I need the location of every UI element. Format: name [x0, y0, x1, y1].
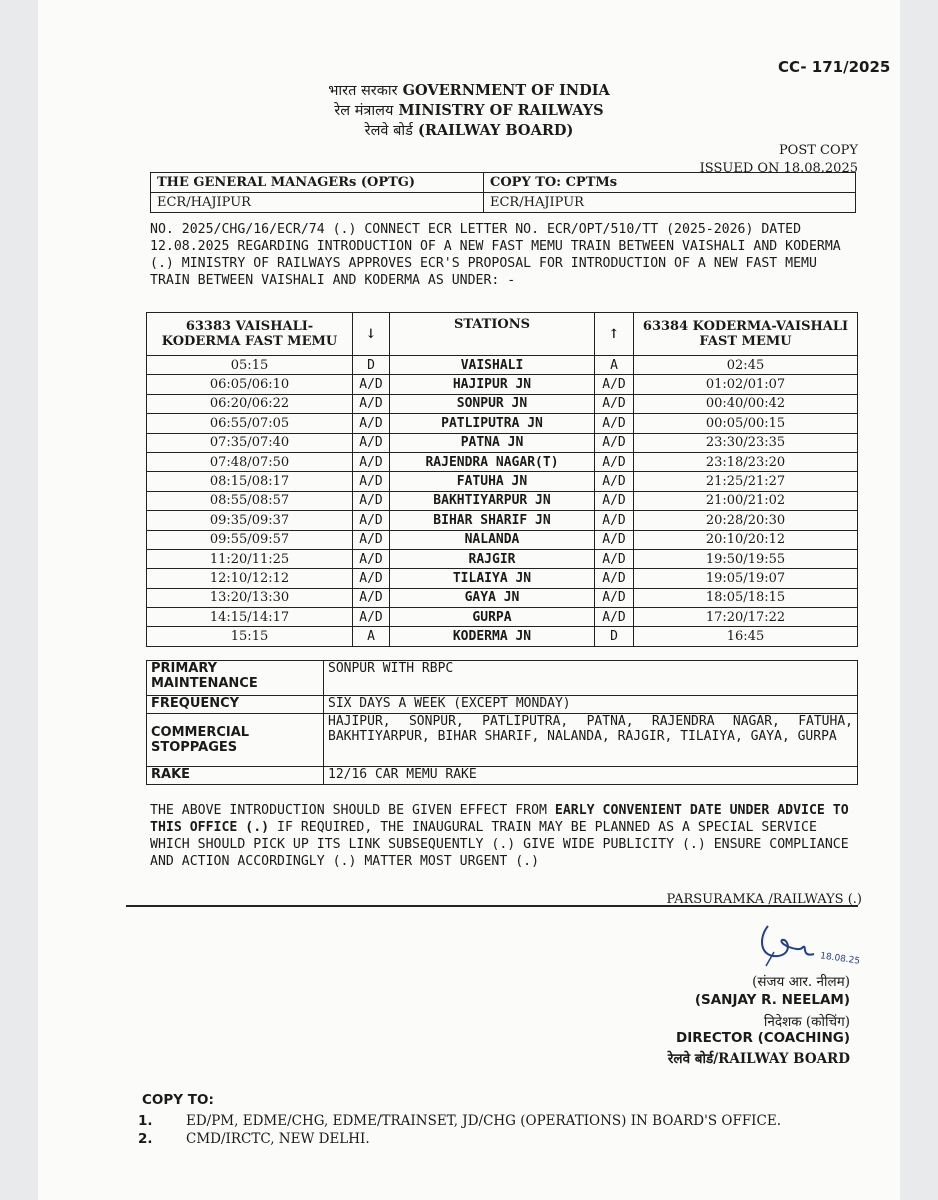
up-arrow-icon: ↑ [595, 313, 634, 356]
up-arrival-departure-cell: A/D [595, 608, 634, 627]
document-page [38, 0, 900, 1200]
station-cell: VAISHALI [390, 356, 595, 375]
station-cell: SONPUR JN [390, 394, 595, 413]
up-arrival-departure-cell: A/D [595, 472, 634, 491]
info-row-frequency [147, 696, 858, 714]
signer-designation: DIRECTOR (COACHING) [676, 1030, 850, 1046]
stations-header: STATIONS [390, 313, 595, 356]
timetable-row [147, 511, 858, 530]
up-arrival-departure-cell: A/D [595, 414, 634, 433]
down-train-header: 63383 VAISHALI-KODERMA FAST MEMU [147, 313, 353, 356]
station-cell: RAJGIR [390, 549, 595, 568]
timetable-row [147, 549, 858, 568]
station-cell: GURPA [390, 608, 595, 627]
divider-line [126, 905, 858, 907]
copy-to-label: COPY TO: CPTMs [484, 173, 856, 193]
down-arrival-departure-cell: A/D [353, 394, 390, 413]
up-arrival-departure-cell: A/D [595, 511, 634, 530]
down-arrival-departure-cell: A/D [353, 549, 390, 568]
down-time-cell: 07:48/07:50 [147, 452, 353, 471]
closing-bold: EARLY CONVENIENT DATE UNDER ADVICE TO THIS OFFICE (.) [150, 803, 849, 835]
closing-part-1: THE ABOVE INTRODUCTION SHOULD BE GIVEN EFFECT FROM [150, 803, 555, 818]
down-time-cell: 06:55/07:05 [147, 414, 353, 433]
post-copy-label: POST COPY [778, 143, 858, 158]
down-arrival-departure-cell: A/D [353, 608, 390, 627]
rake-label: RAKE [147, 767, 324, 785]
copy-to-item-1 [138, 1113, 781, 1129]
station-cell: NALANDA [390, 530, 595, 549]
up-arrival-departure-cell: A/D [595, 549, 634, 568]
address-table [150, 172, 856, 213]
timetable-row [147, 569, 858, 588]
stoppages-label: COMMERCIAL STOPPAGES [147, 714, 324, 767]
up-train-header: 63384 KODERMA-VAISHALI FAST MEMU [634, 313, 858, 356]
closing-part-2: IF REQUIRED, THE INAUGURAL TRAIN MAY BE PLANNED AS A SPECIAL SERVICE WHICH SHOULD PICK UP ITS LINK SUBSEQUENTLY (.) GIVE WIDE PUBLICITY (.) ENSURE COMPLIANCE AND ACTION ACCORDINGLY (.) MATTER MOST URGENT (.) [150, 820, 849, 869]
timetable-row [147, 530, 858, 549]
info-row-maintenance [147, 661, 858, 696]
rake-value: 12/16 CAR MEMU RAKE [324, 767, 858, 785]
up-arrival-departure-cell: A/D [595, 394, 634, 413]
station-cell: PATLIPUTRA JN [390, 414, 595, 433]
signer-designation-hindi: निदेशक (कोचिंग) [763, 1014, 850, 1030]
header-hindi-2: रेल मंत्रालय [334, 103, 394, 119]
down-time-cell: 07:35/07:40 [147, 433, 353, 452]
to-value: ECR/HAJIPUR [151, 193, 484, 213]
header-line-2 [38, 100, 900, 120]
copy-to-title: COPY TO: [142, 1092, 214, 1108]
down-arrival-departure-cell: A/D [353, 414, 390, 433]
down-time-cell: 05:15 [147, 356, 353, 375]
timetable [146, 312, 858, 647]
down-arrival-departure-cell: A/D [353, 511, 390, 530]
copy-to-item-2 [138, 1131, 370, 1147]
down-arrival-departure-cell: D [353, 356, 390, 375]
timetable-row [147, 375, 858, 394]
header-line-3 [38, 120, 900, 140]
up-time-cell: 23:30/23:35 [634, 433, 858, 452]
station-cell: BIHAR SHARIF JN [390, 511, 595, 530]
station-cell: TILAIYA JN [390, 569, 595, 588]
info-table [146, 660, 858, 785]
header-line-1 [38, 80, 900, 100]
frequency-value: SIX DAYS A WEEK (EXCEPT MONDAY) [324, 696, 858, 714]
down-time-cell: 09:35/09:37 [147, 511, 353, 530]
down-arrival-departure-cell: A/D [353, 433, 390, 452]
sender-line: PARSURAMKA /RAILWAYS (.) [666, 892, 862, 907]
down-time-cell: 06:05/06:10 [147, 375, 353, 394]
up-arrival-departure-cell: A [595, 356, 634, 375]
reference-number: CC- 171/2025 [778, 58, 891, 76]
down-arrival-departure-cell: A/D [353, 530, 390, 549]
stoppages-value: HAJIPUR, SONPUR, PATLIPUTRA, PATNA, RAJENDRA NAGAR, FATUHA, BAKHTIYARPUR, BIHAR SHARIF, NALANDA, RAJGIR, TILAIYA, GAYA, GURPA [324, 714, 858, 767]
copy-item-text: ED/PM, EDME/CHG, EDME/TRAINSET, JD/CHG (OPERATIONS) IN BOARD'S OFFICE. [186, 1113, 781, 1129]
up-time-cell: 23:18/23:20 [634, 452, 858, 471]
signature-date: 18.08.25 [819, 951, 861, 967]
down-time-cell: 14:15/14:17 [147, 608, 353, 627]
up-arrival-departure-cell: A/D [595, 491, 634, 510]
signer-name: (SANJAY R. NEELAM) [694, 992, 850, 1008]
down-arrival-departure-cell: A/D [353, 452, 390, 471]
down-arrival-departure-cell: A [353, 627, 390, 646]
up-arrival-departure-cell: D [595, 627, 634, 646]
up-arrival-departure-cell: A/D [595, 375, 634, 394]
up-time-cell: 00:05/00:15 [634, 414, 858, 433]
down-time-cell: 11:20/11:25 [147, 549, 353, 568]
timetable-row [147, 452, 858, 471]
copy-item-number: 2. [138, 1131, 153, 1147]
down-time-cell: 13:20/13:30 [147, 588, 353, 607]
station-cell: HAJIPUR JN [390, 375, 595, 394]
maintenance-label: PRIMARY MAINTENANCE [147, 661, 324, 696]
down-time-cell: 12:10/12:12 [147, 569, 353, 588]
copy-item-text: CMD/IRCTC, NEW DELHI. [186, 1131, 370, 1147]
header-hindi-1: भारत सरकार [328, 83, 398, 99]
up-arrival-departure-cell: A/D [595, 452, 634, 471]
up-time-cell: 02:45 [634, 356, 858, 375]
up-time-cell: 20:28/20:30 [634, 511, 858, 530]
frequency-label: FREQUENCY [147, 696, 324, 714]
timetable-row [147, 433, 858, 452]
up-arrival-departure-cell: A/D [595, 588, 634, 607]
station-cell: GAYA JN [390, 588, 595, 607]
up-arrival-departure-cell: A/D [595, 530, 634, 549]
up-time-cell: 16:45 [634, 627, 858, 646]
issued-on-date: ISSUED ON 18.08.2025 [699, 161, 858, 176]
timetable-row [147, 394, 858, 413]
header-english-2: MINISTRY OF RAILWAYS [398, 102, 604, 119]
up-time-cell: 20:10/20:12 [634, 530, 858, 549]
timetable-row [147, 627, 858, 646]
station-cell: KODERMA JN [390, 627, 595, 646]
header-english-1: GOVERNMENT OF INDIA [402, 82, 610, 99]
info-row-rake [147, 767, 858, 785]
timetable-header-row [147, 313, 858, 356]
down-arrow-icon: ↓ [353, 313, 390, 356]
signature-icon [738, 918, 861, 978]
intro-paragraph: NO. 2025/CHG/16/ECR/74 (.) CONNECT ECR LETTER NO. ECR/OPT/510/TT (2025-2026) DATED 12.08.2025 REGARDING INTRODUCTION OF A NEW FAST MEMU TRAIN BETWEEN VAISHALI AND KODERMA (.) MINISTRY OF RAILWAYS APPROVES ECR'S PROPOSAL FOR INTRODUCTION OF A NEW FAST MEMU TRAIN BETWEEN VAISHALI AND KODERMA AS UNDER: - [150, 222, 841, 288]
station-cell: FATUHA JN [390, 472, 595, 491]
timetable-row [147, 608, 858, 627]
up-arrival-departure-cell: A/D [595, 433, 634, 452]
station-cell: BAKHTIYARPUR JN [390, 491, 595, 510]
down-time-cell: 06:20/06:22 [147, 394, 353, 413]
station-cell: PATNA JN [390, 433, 595, 452]
up-time-cell: 18:05/18:15 [634, 588, 858, 607]
down-arrival-departure-cell: A/D [353, 588, 390, 607]
down-time-cell: 15:15 [147, 627, 353, 646]
to-label: THE GENERAL MANAGERs (OPTG) [151, 173, 484, 193]
closing-paragraph [150, 802, 858, 870]
signer-name-hindi: (संजय आर. नीलम) [752, 974, 850, 990]
up-time-cell: 19:50/19:55 [634, 549, 858, 568]
down-time-cell: 08:15/08:17 [147, 472, 353, 491]
timetable-row [147, 588, 858, 607]
up-time-cell: 19:05/19:07 [634, 569, 858, 588]
down-time-cell: 08:55/08:57 [147, 491, 353, 510]
station-cell: RAJENDRA NAGAR(T) [390, 452, 595, 471]
down-arrival-departure-cell: A/D [353, 375, 390, 394]
up-arrival-departure-cell: A/D [595, 569, 634, 588]
header-hindi-3: रेलवे बोर्ड [364, 123, 413, 139]
copy-item-number: 1. [138, 1113, 153, 1129]
up-time-cell: 17:20/17:22 [634, 608, 858, 627]
timetable-row [147, 414, 858, 433]
info-row-stoppages [147, 714, 858, 767]
up-time-cell: 21:00/21:02 [634, 491, 858, 510]
down-arrival-departure-cell: A/D [353, 491, 390, 510]
timetable-row [147, 491, 858, 510]
down-arrival-departure-cell: A/D [353, 569, 390, 588]
header-english-3: (RAILWAY BOARD) [417, 122, 574, 139]
timetable-row [147, 356, 858, 375]
up-time-cell: 01:02/01:07 [634, 375, 858, 394]
up-time-cell: 00:40/00:42 [634, 394, 858, 413]
up-time-cell: 21:25/21:27 [634, 472, 858, 491]
down-time-cell: 09:55/09:57 [147, 530, 353, 549]
copy-to-value: ECR/HAJIPUR [484, 193, 856, 213]
signer-office: रेलवे बोर्ड/RAILWAY BOARD [667, 1051, 850, 1067]
timetable-row [147, 472, 858, 491]
down-arrival-departure-cell: A/D [353, 472, 390, 491]
maintenance-value: SONPUR WITH RBPC [324, 661, 858, 696]
